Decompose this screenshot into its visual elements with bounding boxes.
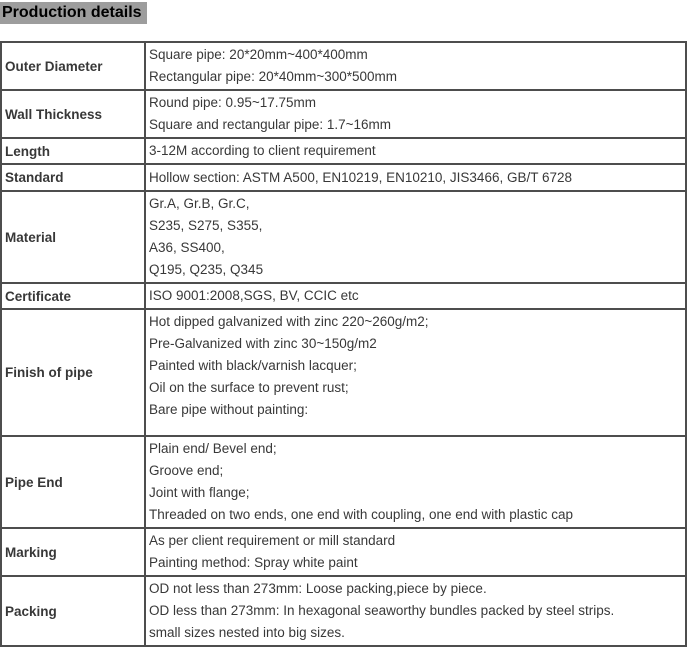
table-row	[1, 138, 686, 164]
value-line: Plain end/ Bevel end;	[149, 441, 277, 456]
table-row	[1, 191, 686, 283]
row-label: Wall Thickness	[1, 90, 145, 138]
row-label: Standard	[1, 164, 145, 191]
row-value	[145, 42, 686, 90]
table-row	[1, 42, 686, 90]
value-line: Gr.A, Gr.B, Gr.C,	[149, 196, 250, 211]
value-line: Groove end;	[149, 463, 224, 478]
value-line: Bare pipe without painting:	[149, 402, 309, 417]
row-label: Material	[1, 191, 145, 283]
row-value	[145, 164, 686, 191]
page-title: Production details	[0, 2, 147, 24]
row-value	[145, 528, 686, 576]
value-line: Pre-Galvanized with zinc 30~150g/m2	[149, 336, 377, 351]
row-value	[145, 138, 686, 164]
table-row	[1, 576, 686, 646]
production-details-table	[0, 41, 687, 647]
value-line: Painting method: Spray white paint	[149, 555, 358, 570]
value-line: A36, SS400,	[149, 240, 225, 255]
row-label: Certificate	[1, 283, 145, 309]
table-row	[1, 90, 686, 138]
row-value	[145, 191, 686, 283]
value-line: OD not less than 273mm: Loose packing,piece by piece.	[149, 581, 487, 596]
table-row	[1, 309, 686, 436]
value-line: S235, S275, S355,	[149, 218, 263, 233]
value-line: Painted with black/varnish lacquer;	[149, 358, 357, 373]
row-label: Length	[1, 138, 145, 164]
value-line: Threaded on two ends, one end with coupling, one end with plastic cap	[149, 507, 574, 522]
value-line: 3-12M according to client requirement	[149, 143, 376, 158]
row-value	[145, 90, 686, 138]
value-line: Square pipe: 20*20mm~400*400mm	[149, 47, 368, 62]
value-line: Q195, Q235, Q345	[149, 262, 264, 277]
table-row	[1, 164, 686, 191]
row-label: Pipe End	[1, 436, 145, 528]
row-label: Outer Diameter	[1, 42, 145, 90]
value-line: small sizes nested into big sizes.	[149, 625, 345, 640]
row-value	[145, 309, 686, 436]
row-label: Finish of pipe	[1, 309, 145, 436]
value-line: As per client requirement or mill standard	[149, 533, 396, 548]
table-row	[1, 528, 686, 576]
row-value	[145, 436, 686, 528]
row-value	[145, 576, 686, 646]
value-line: Square and rectangular pipe: 1.7~16mm	[149, 117, 392, 132]
row-value	[145, 283, 686, 309]
value-line: OD less than 273mm: In hexagonal seaworthy bundles packed by steel strips.	[149, 603, 615, 618]
row-label: Marking	[1, 528, 145, 576]
table-row	[1, 436, 686, 528]
value-line: Round pipe: 0.95~17.75mm	[149, 95, 316, 110]
value-line: ISO 9001:2008,SGS, BV, CCIC etc	[149, 288, 359, 303]
row-label: Packing	[1, 576, 145, 646]
value-line: Hollow section: ASTM A500, EN10219, EN10210, JIS3466, GB/T 6728	[149, 169, 573, 185]
value-line: Rectangular pipe: 20*40mm~300*500mm	[149, 69, 398, 84]
value-line: Joint with flange;	[149, 485, 250, 500]
table-row	[1, 283, 686, 309]
value-line: Oil on the surface to prevent rust;	[149, 380, 349, 395]
production-table-body	[1, 42, 686, 646]
value-line: Hot dipped galvanized with zinc 220~260g/m2;	[149, 314, 429, 329]
